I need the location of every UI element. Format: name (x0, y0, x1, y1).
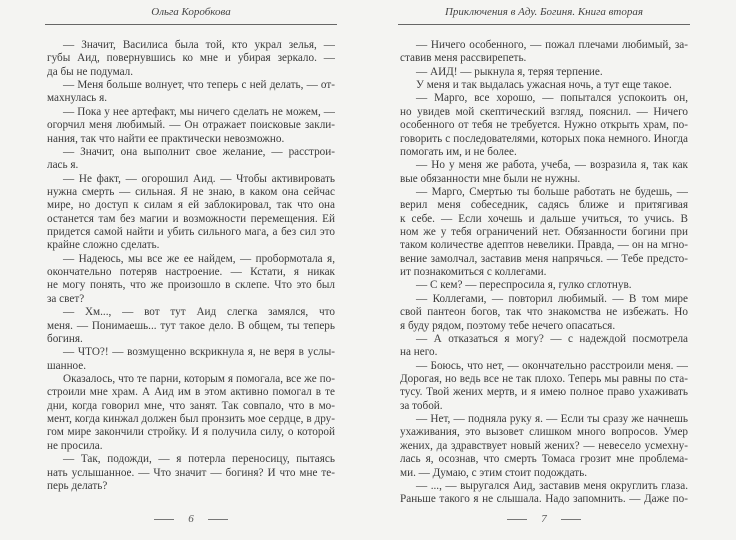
text-line: не просила. (47, 439, 103, 452)
text-line: — Не факт, — огорошил Аид. — Чтобы активировать (63, 172, 335, 185)
paragraph (47, 453, 335, 493)
paragraph (400, 159, 688, 186)
header-rule (398, 24, 690, 25)
paragraph (47, 373, 335, 453)
paragraph (400, 39, 688, 66)
text-line: перь делать? (47, 479, 108, 492)
left-page (45, 0, 337, 540)
text-line: говорить с последователями, которых пока немного. Иногда (400, 132, 688, 145)
text-line: богиня. (47, 332, 83, 345)
page-number-text: 7 (541, 513, 547, 525)
text-line: — ЧТО?! — возмущенно вскрикнула я, не веря в услы- (63, 346, 335, 359)
paragraph (400, 413, 688, 480)
folio-dash (507, 519, 527, 520)
folio-dash (561, 519, 581, 520)
folio-dash (208, 519, 228, 520)
running-header-author: Ольга Коробкова (151, 6, 231, 18)
text-line: — АИД! — рыкнула я, теряя терпение. (416, 65, 603, 78)
page-body (47, 39, 335, 493)
text-line: шанное. (47, 359, 87, 372)
text-line: лась я, осознав, что смерть Томаса грозит мне проблема- (400, 453, 688, 466)
text-line: — Ничего особенного, — пожал плечами любимый, за- (416, 39, 688, 51)
text-line: губы Аид, повернувшись ко мне и убирая зеркало. — (47, 52, 335, 65)
paragraph (47, 39, 335, 79)
text-line: махнулась я. (47, 92, 108, 105)
folio-dash (154, 519, 174, 520)
text-line: останется там без магии и возможности перемещения. Ей (47, 212, 335, 225)
text-line: за свет? (47, 292, 85, 305)
text-line: Дорогая, но ведь все не так плохо. Теперь мы равны по ста- (400, 372, 688, 385)
text-line: — Значит, Василиса была той, кто украл зелья, — (63, 39, 335, 51)
text-line: Оказалось, что те парни, которым я помогала, все же по- (63, 372, 335, 385)
text-line: жених, да здравствует новый жених? — невесело усмехну- (400, 439, 688, 452)
text-line: ном же у тебя ограничений нет. Обязанности богини при (400, 226, 688, 239)
text-line: за тобой. (400, 399, 443, 412)
paragraph (400, 480, 688, 507)
text-line: вые обязанности мне были не нужны. (400, 172, 581, 185)
text-line: лась я. (47, 159, 79, 172)
text-line: ит познакомиться с коллегами. (400, 266, 547, 279)
text-line: — Марго, все хорошо, — попытался успокоить он, (416, 92, 688, 105)
text-line: — Значит, она выполнит свое желание, — расстрои- (63, 145, 335, 158)
text-line: У меня и так выдалась ужасная ночь, а тут еще такое. (416, 79, 672, 92)
paragraph (400, 360, 688, 413)
text-line: — А отказаться я могу? — с надеждой посмотрела (416, 332, 688, 345)
paragraph (400, 92, 688, 159)
paragraph (47, 79, 335, 106)
page-body (400, 39, 688, 507)
paragraph (400, 79, 688, 92)
text-line: — Коллегами, — повторил любимый. — В том мире (416, 292, 688, 305)
text-line: меня. — Понимаешь... тут такое дело. В общем, ты теперь (47, 319, 335, 332)
text-line: — Но у меня же работа, учеба, — возразила я, так как (416, 159, 688, 172)
text-line: нужна смерть — сильная. Я не знаю, в каком она сейчас (47, 185, 335, 198)
text-line: на него. (400, 346, 438, 359)
text-line: верил меня собеседник, садясь ближе и притягивая (400, 199, 688, 212)
text-line: да бы не подумал. (47, 65, 134, 78)
paragraph (400, 279, 688, 292)
text-line: — ..., — выругался Аид, заставив меня округлить глаза. (416, 479, 688, 492)
text-line: — Пока у нее артефакт, мы ничего сделать не можем, — (63, 105, 335, 118)
text-line: тусу. Твой жених мертв, и я имею полное право ухаживать (400, 386, 688, 399)
text-line: ми. — Думаю, с этим стоит подождать. (400, 466, 588, 479)
text-line: дни, когда говорил мне, что занят. Так совпало, что в мо- (47, 399, 335, 412)
text-line: — Хм..., — вот тут Аид слегка замялся, что (63, 306, 335, 319)
text-line: Раньше такого я не слышала. Надо запомнить. — Даже по- (400, 493, 688, 506)
text-line: строили мне храм. А Аид им в этом активно помогал в те (47, 386, 335, 399)
text-line: — С кем? — переспросила я, гулко сглотнув. (416, 279, 632, 292)
text-line: мент, когда кинжал должен был пронзить мое сердце, в дру- (47, 413, 335, 426)
text-line: особенного от тебя не требуется. Нужно открыть храм, по- (400, 119, 688, 132)
paragraph (47, 346, 335, 373)
text-line: — Надеюсь, мы все же ее найдем, — пробормотала я, (63, 252, 335, 265)
text-line: нания, так что найти ее практически невозможно. (47, 132, 285, 145)
page-number-text: 6 (188, 513, 194, 525)
paragraph (47, 306, 335, 346)
text-line: не могу понять, что же произошло в склепе. Что это был (47, 279, 335, 292)
paragraph (47, 106, 335, 146)
paragraph (47, 253, 335, 306)
text-line: — Так, подожди, — я потерла переносицу, пытаясь (63, 453, 335, 466)
text-line: — Нет, — подняла руку я. — Если ты сразу же начнешь (416, 413, 688, 426)
text-line: — Боюсь, что нет, — окончательно расстроили меня. — (416, 359, 688, 372)
paragraph (47, 146, 335, 173)
text-line: ставив меня рассвирепеть. (400, 52, 527, 65)
text-line: огорчил меня любимый. — Он отражает поисковые закли- (47, 119, 335, 132)
text-line: ухаживания, это вызовет слишком много вопросов. Умер (400, 426, 688, 439)
paragraph (400, 186, 688, 280)
text-line: — Марго, Смертью ты больше работать не будешь, — (416, 185, 688, 198)
text-line: придется самой найти и убить сильного мага, а без сил это (47, 226, 335, 239)
text-line: гом мире закончили стройку. И я получила силу, о которой (47, 426, 335, 439)
text-line: к себе. — Если хочешь и дальше учиться, то учись. В (400, 212, 688, 225)
running-header-title: Приключения в Аду. Богиня. Книга вторая (444, 6, 643, 18)
text-line: но увидев мой скептический взгляд, пояснил. — Ничего (400, 105, 688, 118)
paragraph (400, 333, 688, 360)
page-number (398, 513, 690, 525)
header-rule (45, 24, 337, 25)
paragraph (47, 173, 335, 253)
text-line: я буду рядом, поэтому тебе нечего опасаться. (400, 319, 616, 332)
text-line: вение замолчал, заставив меня напрячься. — Тебе предсто- (400, 252, 688, 265)
right-page (398, 0, 690, 540)
page-number (45, 513, 337, 525)
text-line: окончательно потеряв настроение. — Кстати, я никак (47, 266, 335, 279)
text-line: нать услышанное. — Что значит — богиня? И что мне те- (47, 466, 335, 479)
paragraph (400, 66, 688, 79)
text-line: таком количестве адептов невелики. Правда, — он на мгно- (400, 239, 688, 252)
paragraph (400, 293, 688, 333)
text-line: — Меня больше волнует, что теперь с ней делать, — от- (63, 79, 335, 92)
text-line: свой пантеон богов, так что знакомства не избежать. Но (400, 306, 688, 319)
text-line: помогать им, и не более. (400, 145, 517, 158)
text-line: мире, но доступ к силам я ей заблокировал, так что она (47, 199, 335, 212)
text-line: крайне сложно сделать. (47, 239, 160, 252)
